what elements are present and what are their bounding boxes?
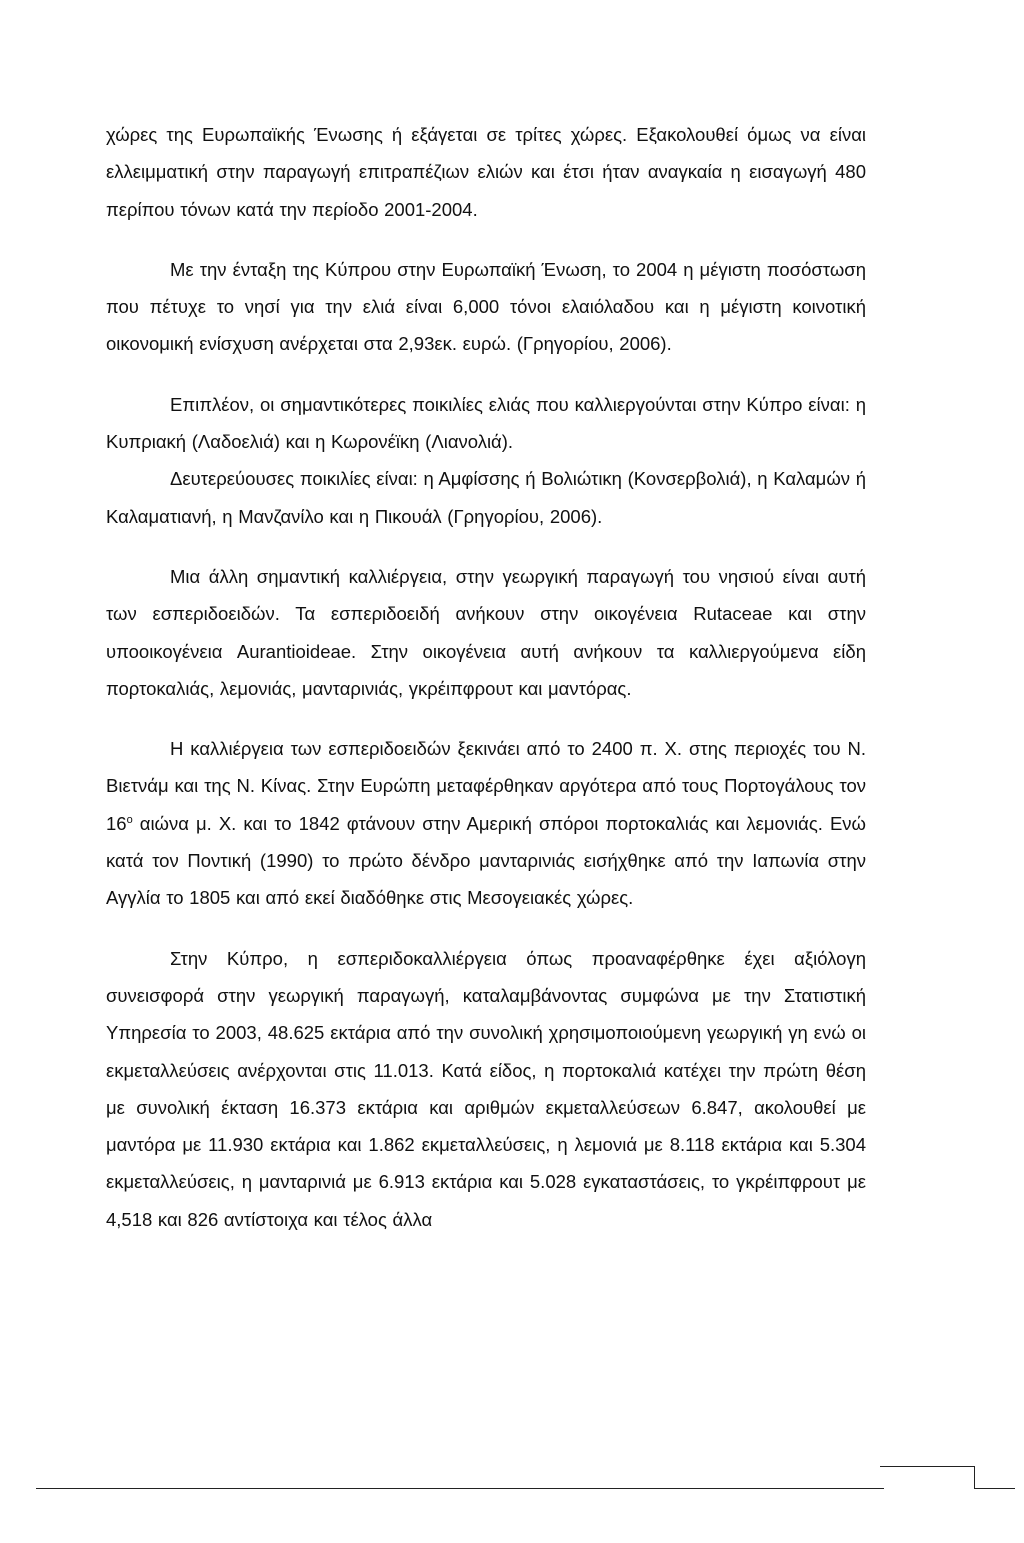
document-body xyxy=(106,116,866,1238)
ordinal-superscript: ο xyxy=(126,813,133,826)
paragraph-6-text-b: αιώνα μ. Χ. και το 1842 φτάνουν στην Αμερική σπόροι πορτοκαλιάς και λεμονιάς. Ενώ κατά τον Ποντική (1990) το πρώτο δένδρο μανταρινιάς εισήχθηκε από την Ιαπωνία στην Αγγλία το 1805 και από εκεί διαδόθηκε στις Μεσογειακές χώρες. xyxy=(106,812,866,909)
paragraph-3: Επιπλέον, οι σημαντικότερες ποικιλίες ελιάς που καλλιεργούνται στην Κύπρο είναι: η Κυπριακή (Λαδοελιά) και η Κωρονέϊκη (Λιανολιά). xyxy=(106,393,866,453)
footer-rule xyxy=(36,1488,884,1489)
paragraph-1: χώρες της Ευρωπαϊκής Ένωσης ή εξάγεται σε τρίτες χώρες. Εξακολουθεί όμως να είναι ελλειμματική στην παραγωγή επιτραπέζιων ελιών και έτσι ήταν αναγκαία η εισαγωγή 480 περίπου τόνων κατά την περίοδο 2001-2004. xyxy=(106,124,866,220)
paragraph-6 xyxy=(106,730,866,916)
paragraph-4: Δευτερεύουσες ποικιλίες είναι: η Αμφίσσης ή Βολιώτικη (Κονσερβολιά), η Καλαμών ή Καλαματιανή, η Μανζανίλο και η Πικουάλ (Γρηγορίου, 2006). xyxy=(106,468,866,527)
page-corner-mark-tail xyxy=(974,1466,1015,1489)
paragraph-2: Με την ένταξη της Κύπρου στην Ευρωπαϊκή Ένωση, το 2004 η μέγιστη ποσόστωση που πέτυχε το νησί για την ελιά είναι 6,000 τόνοι ελαιόλαδου και η μέγιστη κοινοτική οικονομική ενίσχυση ανέρχεται στα 2,93εκ. ευρώ. (Γρηγορίου, 2006). xyxy=(106,258,866,355)
paragraph-7: Στην Κύπρο, η εσπεριδοκαλλιέργεια όπως προαναφέρθηκε έχει αξιόλογη συνεισφορά στην γεωργική παραγωγή, καταλαμβάνοντας συμφώνα με την Στατιστική Υπηρεσία το 2003, 48.625 εκτάρια από την συνολική χρησιμοποιούμενη γεωργική γη ενώ οι εκμεταλλεύσεις ανέρχονται στις 11.013. Κατά είδος, η πορτοκαλιά κατέχει την πρώτη θέση με συνολική έκταση 16.373 εκτάρια και αριθμών εκμεταλλεύσεων 6.847, ακολουθεί με μαντόρα με 11.930 εκτάρια και 1.862 εκμεταλλεύσεις, η λεμονιά με 8.118 εκτάρια και 5.304 εκμεταλλεύσεις, η μανταρινιά με 6.913 εκτάρια και 5.028 εγκαταστάσεις, το γκρέιπφρουτ με 4,518 και 826 αντίστοιχα και τέλος άλλα xyxy=(106,947,866,1230)
paragraph-5: Μια άλλη σημαντική καλλιέργεια, στην γεωργική παραγωγή του νησιού είναι αυτή των εσπεριδοειδών. Τα εσπεριδοειδή ανήκουν στην οικογένεια Rutaceae και στην υποοικογένεια Aurantioideae. Στην οικογένεια αυτή ανήκουν τα καλλιεργούμενα είδη πορτοκαλιάς, λεμονιάς, μανταρινιάς, γκρέιπφρουτ και μαντόρας. xyxy=(106,565,866,699)
page-corner-mark xyxy=(880,1466,975,1489)
paragraph-6-text-a: Η καλλιέργεια των εσπεριδοειδών ξεκινάει από το 2400 π. Χ. στης περιοχές του Ν. Βιετνάμ και της Ν. Κίνας. Στην Ευρώπη μεταφέρθηκαν αργότερα από τους Πορτογάλους τον 16 xyxy=(106,738,866,834)
